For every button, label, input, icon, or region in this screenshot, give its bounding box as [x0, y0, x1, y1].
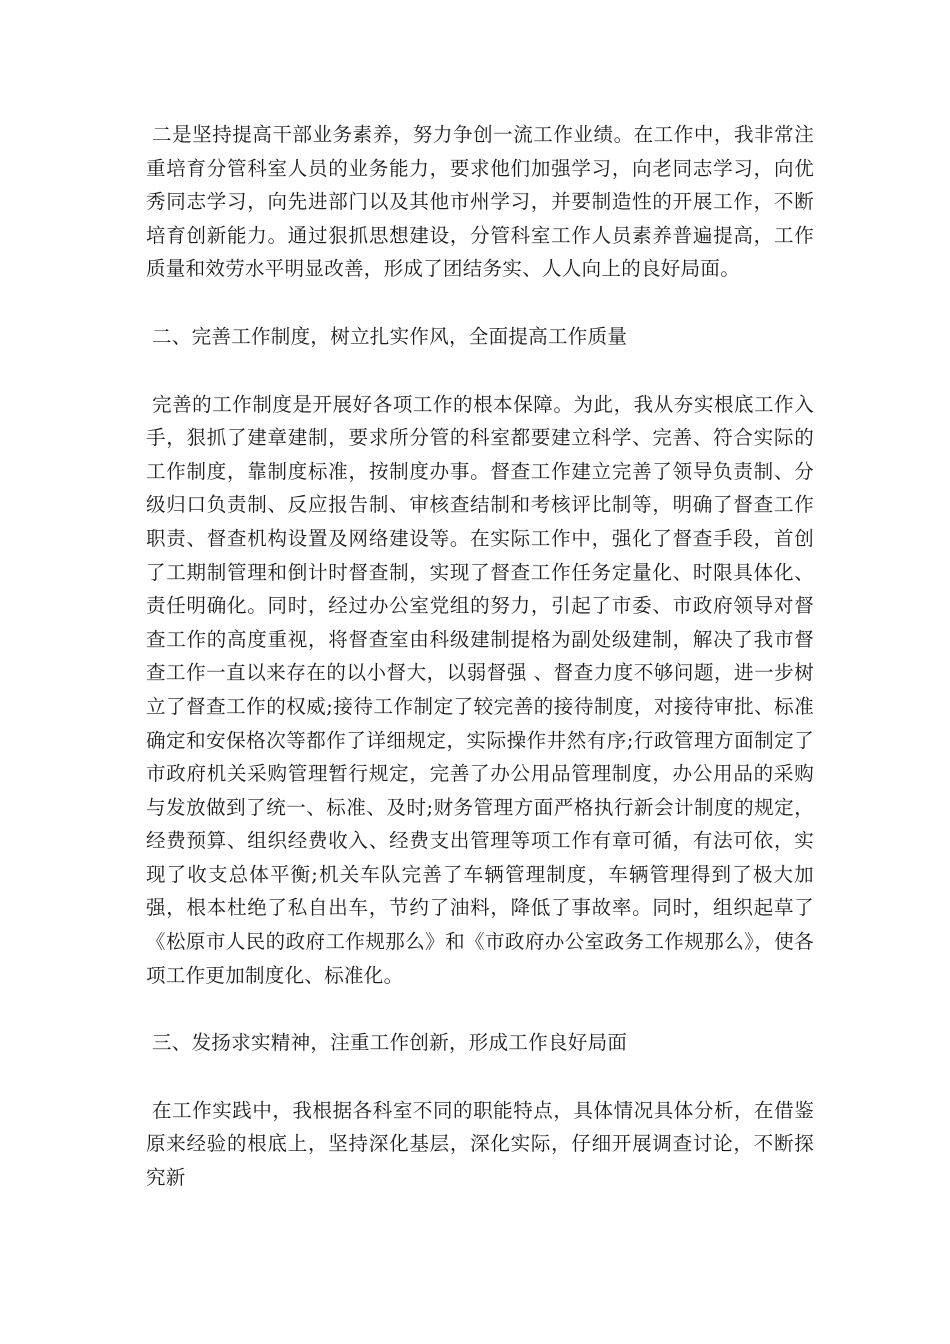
paragraph-spacer	[146, 992, 814, 1026]
paragraph-work-system: 完善的工作制度是开展好各项工作的根本保障。为此，我从夯实根底工作入手，狠抓了建章建制，要求所分管的科室都要建立科学、完善、符合实际的工作制度，靠制度标准，按制度办事。督查工作建立完善了领导负责制、分级归口负责制、反应报告制、审核查结制和考核评比制等，明确了督查工作职责、督查机构设置及网络建设等。在实际工作中，强化了督查手段，首创了工期制管理和倒计时督查制，实现了督查工作任务定量化、时限具体化、责任明确化。同时，经过办公室党组的努力，引起了市委、市政府领导对督查工作的高度重视，将督查室由科级建制提格为副处级建制，解决了我市督查工作一直以来存在的以小督大，以弱督强 、督查力度不够问题，进一步树立了督查工作的权威;接待工作制定了较完善的接待制度，对接待审批、标准确定和安保格次等都作了详细规定，实际操作井然有序;行政管理方面制定了市政府机关采购管理暂行规定，完善了办公用品管理制度，办公用品的采购与发放做到了统一、标准、及时;财务管理方面严格执行新会计制度的规定，经费预算、组织经费收入、经费支出管理等项工作有章可循，有法可依，实现了收支总体平衡;机关车队完善了车辆管理制度，车辆管理得到了极大加强，根本杜绝了私自出车，节约了油料，降低了事故率。同时，组织起草了《松原市人民的政府工作规那么》和《市政府办公室政务工作规那么》，使各项工作更加制度化、标准化。	[146, 392, 814, 987]
section-heading-3: 三、发扬求实精神，注重工作创新，形成工作良好局面	[152, 1031, 628, 1055]
document-body	[146, 118, 814, 1195]
paragraph-work-practice: 在工作实践中，我根据各科室不同的职能特点，具体情况具体分析，在借鉴原来经验的根底上，坚持深化基层，深化实际，仔细开展调查讨论，不断探究新	[146, 1098, 814, 1190]
paragraph-cadre-quality: 二是坚持提高干部业务素养，努力争创一流工作业绩。在工作中，我非常注重培育分管科室人员的业务能力，要求他们加强学习，向老同志学习，向优秀同志学习，向先进部门以及其他市州学习，并要制造性的开展工作，不断培育创新能力。通过狠抓思想建设，分管科室工作人员素养普遍提高，工作质量和效劳水平明显改善，形成了团结务实、人人向上的良好局面。	[146, 123, 814, 281]
paragraph-spacer	[146, 286, 814, 320]
section-heading-2: 二、完善工作制度，树立扎实作风，全面提高工作质量	[152, 324, 628, 348]
paragraph-spacer	[146, 1060, 814, 1094]
paragraph-spacer	[146, 354, 814, 388]
